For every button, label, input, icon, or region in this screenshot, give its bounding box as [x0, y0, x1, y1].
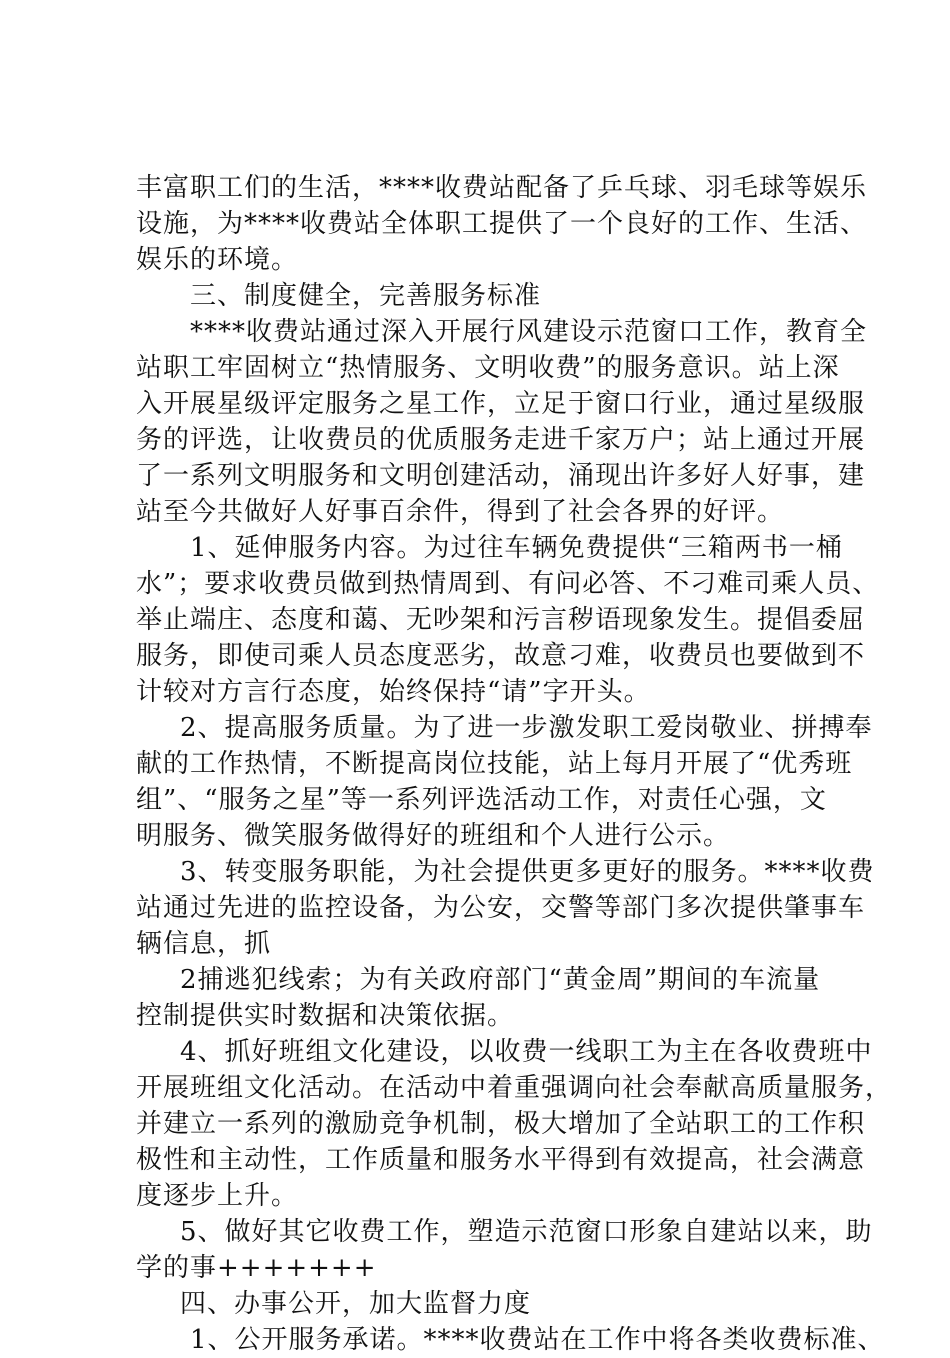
text-line: 举止端庄、态度和蔼、无吵架和污言秽语现象发生。提倡委屈 — [136, 605, 866, 635]
text-line: 务的评选，让收费员的优质服务走进千家万户；站上通过开展 — [136, 425, 866, 455]
text-line: 1、延伸服务内容。为过往车辆免费提供“三箱两书一桶 — [190, 533, 843, 563]
text-line: 站至今共做好人好事百余件，得到了社会各界的好评。 — [136, 497, 785, 527]
text-line: 献的工作热情，不断提高岗位技能，站上每月开展了“优秀班 — [136, 749, 853, 779]
text-line: 计较对方言行态度，始终保持“请”字开头。 — [136, 677, 651, 707]
text-line: 组”、“服务之星”等一系列评选活动工作，对责任心强，文 — [136, 785, 827, 815]
text-line: 度逐步上升。 — [136, 1181, 299, 1211]
section-heading-four: 四、办事公开，加大监督力度 — [180, 1289, 532, 1319]
text-line: 明服务、微笑服务做得好的班组和个人进行公示。 — [136, 821, 731, 851]
text-line: 控制提供实时数据和决策依据。 — [136, 1001, 515, 1031]
text-line: 2捕逃犯线索；为有关政府部门“黄金周”期间的车流量 — [180, 965, 821, 995]
text-line: 极性和主动性，工作质量和服务水平得到有效提高，社会满意 — [136, 1145, 866, 1175]
text-line: 5、做好其它收费工作，塑造示范窗口形象自建站以来，助 — [180, 1217, 873, 1247]
text-line: 入开展星级评定服务之星工作，立足于窗口行业，通过星级服 — [136, 389, 866, 419]
text-line: 4、抓好班组文化建设，以收费一线职工为主在各收费班中 — [180, 1037, 873, 1067]
text-line: 站职工牢固树立“热情服务、文明收费”的服务意识。站上深 — [136, 353, 840, 383]
text-line: 辆信息，抓 — [136, 929, 272, 959]
text-line: 水”；要求收费员做到热情周到、有问必答、不刁难司乘人员、 — [136, 569, 880, 599]
text-line: 站通过先进的监控设备，为公安，交警等部门多次提供肇事车 — [136, 893, 866, 923]
text-line: 2、提高服务质量。为了进一步激发职工爱岗敬业、拼搏奉 — [180, 713, 873, 743]
text-line: ****收费站通过深入开展行风建设示范窗口工作，教育全 — [190, 317, 868, 347]
text-line: 1、公开服务承诺。****收费站在工作中将各类收费标准、 — [190, 1325, 885, 1355]
text-line: 设施，为****收费站全体职工提供了一个良好的工作、生活、 — [136, 209, 868, 239]
text-line: 学的事+++++++ — [136, 1253, 377, 1283]
text-line: 丰富职工们的生活，****收费站配备了乒乓球、羽毛球等娱乐 — [136, 173, 868, 203]
text-line: 并建立一系列的激励竞争机制，极大增加了全站职工的工作积 — [136, 1109, 866, 1139]
text-line: 了一系列文明服务和文明创建活动，涌现出许多好人好事，建 — [136, 461, 866, 491]
text-line: 娱乐的环境。 — [136, 245, 299, 275]
text-line: 开展班组文化活动。在活动中着重强调向社会奉献高质量服务， — [136, 1073, 893, 1103]
text-line: 服务，即使司乘人员态度恶劣，故意刁难，收费员也要做到不 — [136, 641, 866, 671]
section-heading-three: 三、制度健全，完善服务标准 — [190, 281, 542, 311]
text-line: 3、转变服务职能，为社会提供更多更好的服务。****收费 — [180, 857, 875, 887]
